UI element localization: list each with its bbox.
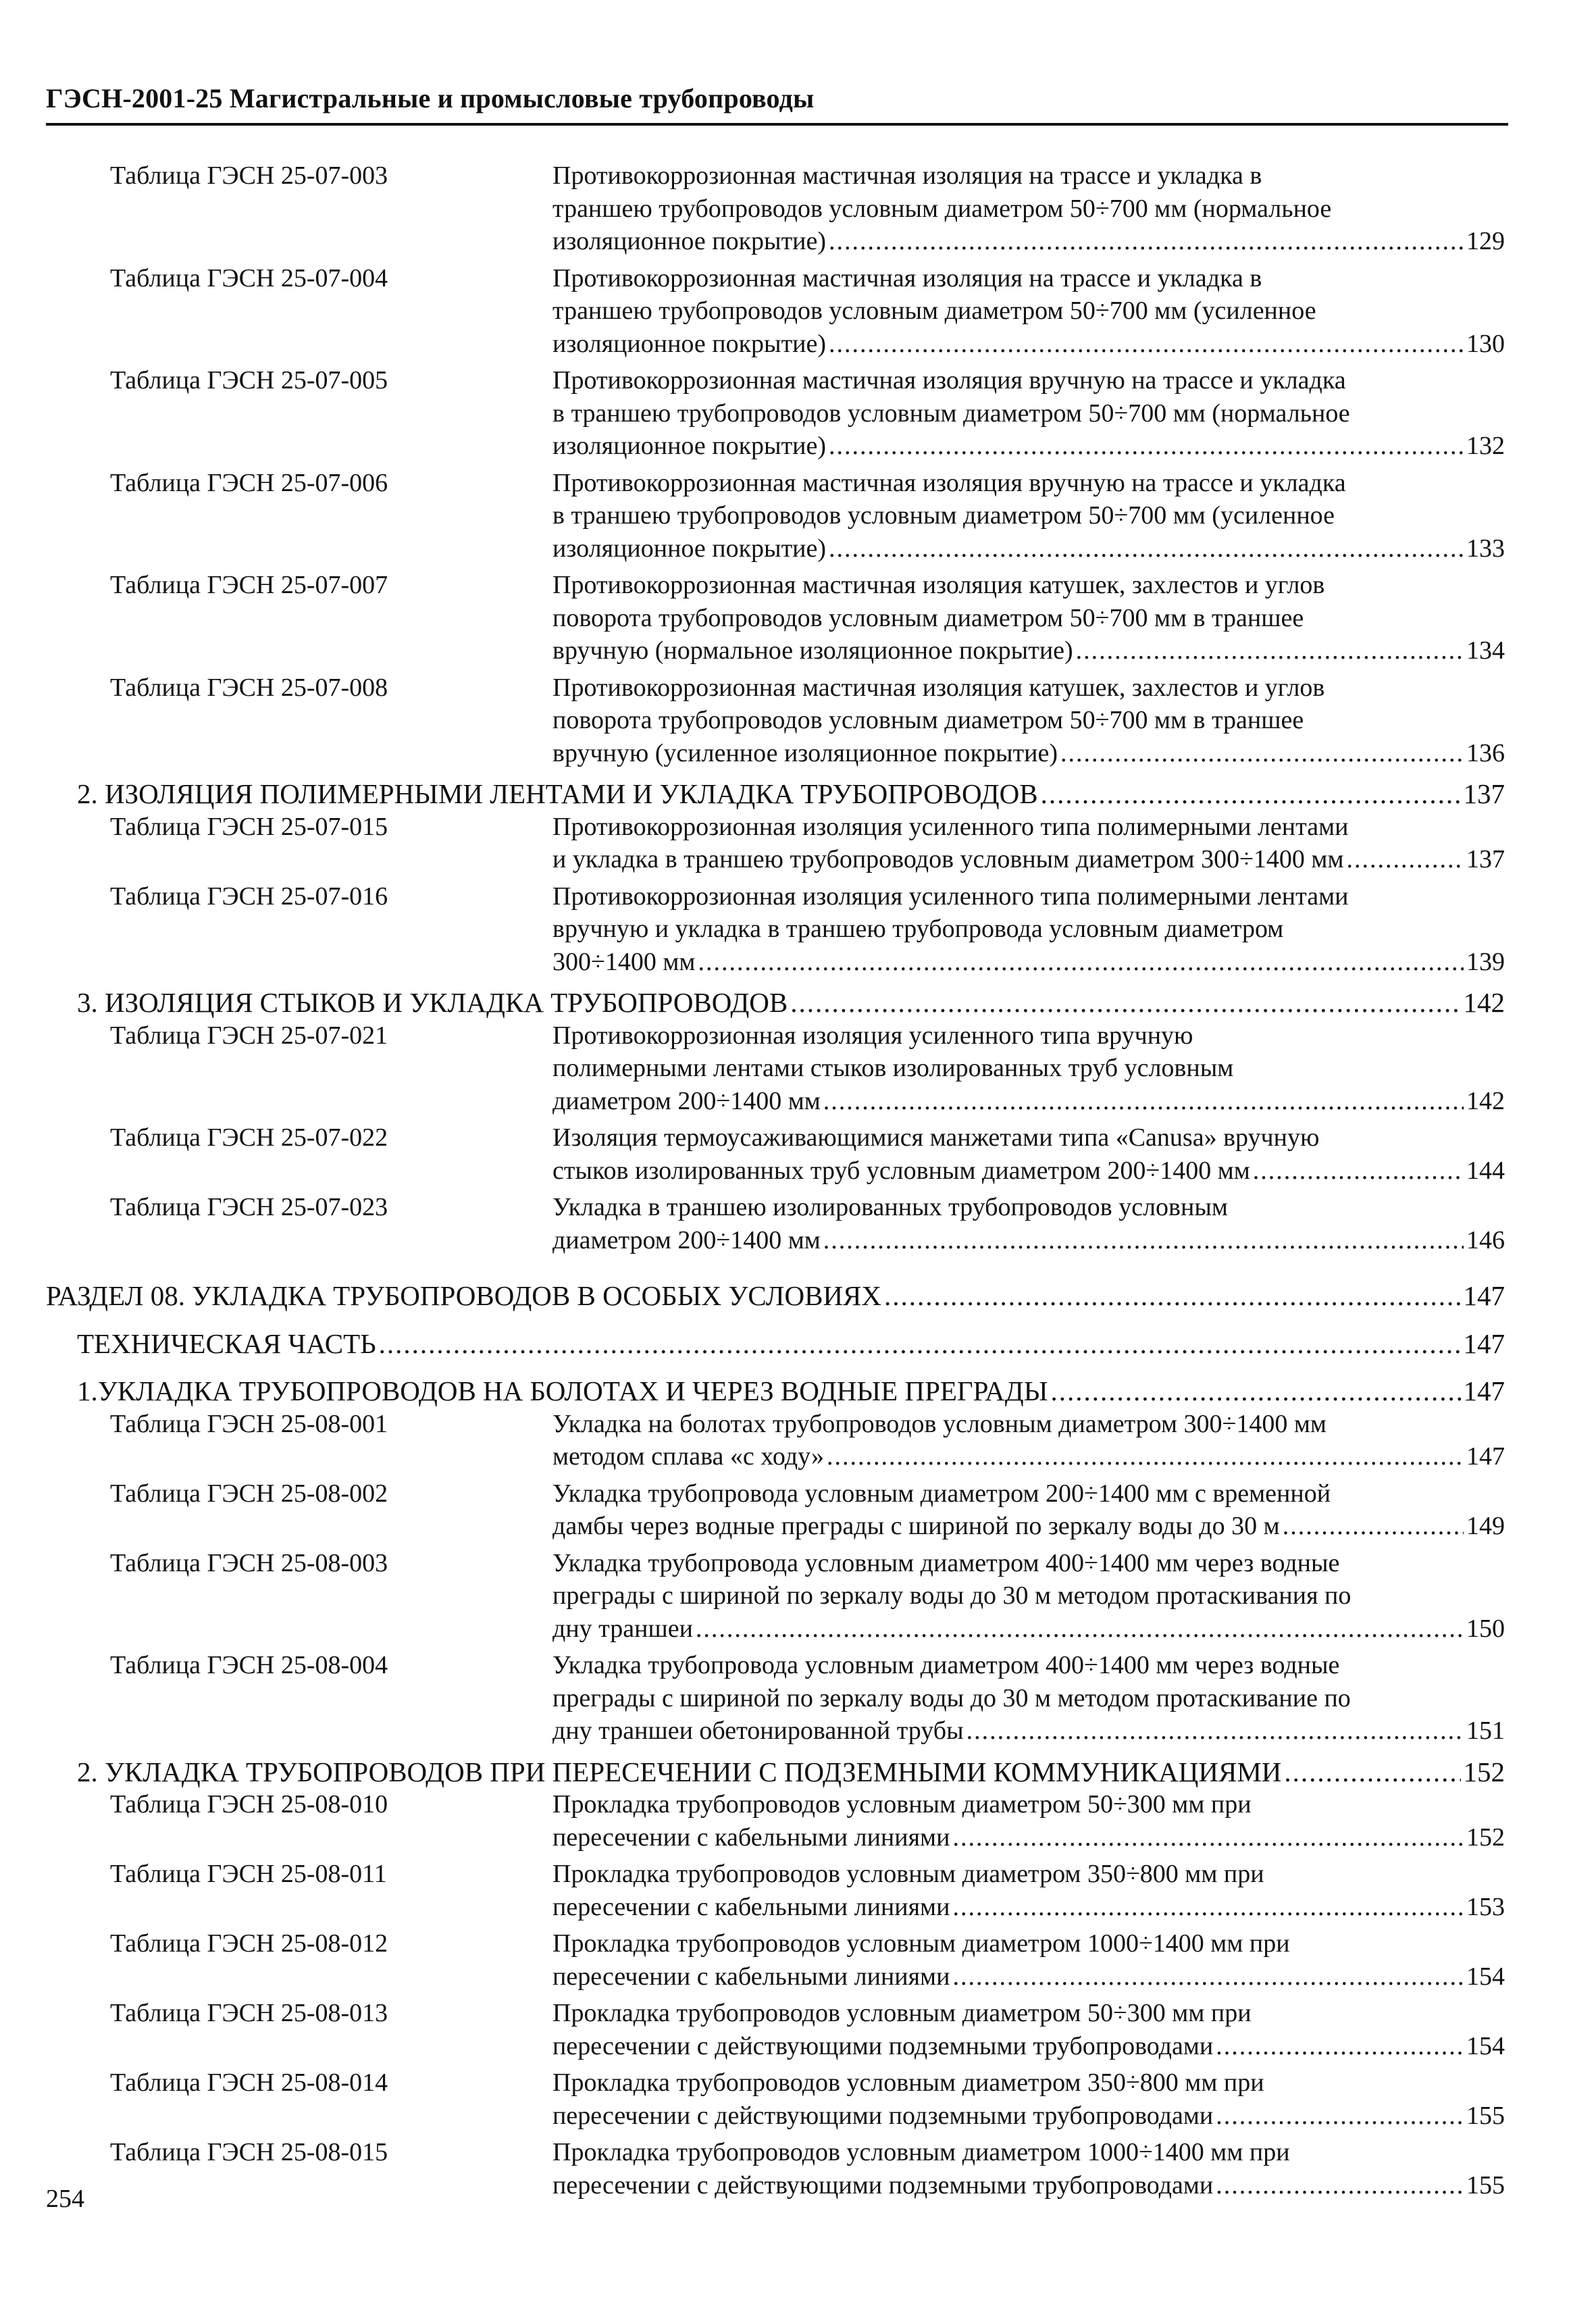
toc-line — [552, 1927, 1505, 1960]
toc-line-text: и укладка в траншею трубопроводов условным диаметром 300÷1400 мм — [552, 845, 1344, 873]
technical-part-heading[interactable] — [46, 1327, 1505, 1361]
page-ref[interactable]: 146 — [1466, 1225, 1505, 1254]
toc-line-text: методом сплава «с ходу» — [552, 1442, 825, 1471]
toc-line — [552, 1510, 1505, 1543]
toc-line — [552, 1408, 1505, 1441]
dot-leader — [1060, 737, 1464, 770]
toc-line — [552, 1891, 1505, 1924]
toc-entry[interactable] — [46, 880, 1505, 979]
page-ref[interactable]: 149 — [1466, 1512, 1505, 1540]
toc-line — [552, 225, 1505, 258]
toc-line-text: Прокладка трубопроводов условным диаметром 1000÷1400 мм при — [552, 2138, 1290, 2166]
dot-leader — [952, 1960, 1464, 1993]
toc-line — [552, 328, 1505, 361]
table-label: Таблица ГЭСН 25-07-003 — [110, 161, 388, 190]
dot-leader — [952, 1891, 1464, 1924]
page-ref[interactable]: 137 — [1466, 845, 1505, 873]
toc-line — [552, 1788, 1505, 1821]
toc-entry[interactable] — [46, 2136, 1505, 2202]
toc-line — [552, 1121, 1505, 1154]
toc-line-text: вручную и укладка в траншею трубопровода условным диаметром — [552, 915, 1284, 943]
toc-line-text: вручную (усиленное изоляционное покрытие) — [552, 738, 1058, 767]
toc-line — [552, 1649, 1505, 1682]
table-description — [552, 262, 1505, 361]
table-label: Таблица ГЭСН 25-07-006 — [110, 468, 388, 497]
toc-entry[interactable] — [46, 159, 1505, 258]
page-ref[interactable]: 151 — [1466, 1717, 1505, 1745]
toc-line — [552, 2030, 1505, 2063]
toc-entry[interactable] — [46, 467, 1505, 565]
table-description — [552, 1477, 1505, 1543]
toc-line-text: ТЕХНИЧЕСКАЯ ЧАСТЬ — [77, 1327, 376, 1359]
toc-line-text: Прокладка трубопроводов условным диаметром 350÷800 мм при — [552, 1860, 1264, 1888]
toc-line-text: Противокоррозионная мастичная изоляция катушек, захлестов и углов — [552, 571, 1325, 599]
page-ref[interactable]: 152 — [1463, 1756, 1505, 1787]
toc-entry[interactable] — [46, 811, 1505, 876]
table-label: Таблица ГЭСН 25-07-004 — [110, 263, 388, 293]
toc-entry[interactable] — [46, 2066, 1505, 2132]
page-ref[interactable]: 155 — [1466, 2101, 1505, 2130]
dot-leader — [1216, 2169, 1464, 2202]
table-label: Таблица ГЭСН 25-08-011 — [110, 1860, 387, 1888]
table-label: Таблица ГЭСН 25-08-013 — [110, 1999, 388, 2027]
dot-leader — [1253, 1154, 1464, 1188]
toc-line-text: Противокоррозионная мастичная изоляция на трассе и укладка в — [552, 161, 1262, 190]
page-ref[interactable]: 152 — [1466, 1823, 1505, 1852]
dot-leader — [967, 1714, 1464, 1748]
table-description — [552, 2066, 1505, 2132]
table-description — [552, 671, 1505, 770]
toc-line-text: Укладка на болотах трубопроводов условным диаметром 300÷1400 мм — [552, 1409, 1327, 1438]
toc-line-text: стыков изолированных труб условным диаметром 200÷1400 мм — [552, 1156, 1250, 1185]
toc-line-text: Противокоррозионная мастичная изоляция вручную на трассе и укладка — [552, 468, 1346, 497]
toc-line-text: преграды с шириной по зеркалу воды до 30 м методом протаскивания по — [552, 1581, 1352, 1610]
toc-line-text: пересечении с кабельными линиями — [552, 1962, 950, 1991]
toc-line — [552, 159, 1505, 193]
toc-line-text: Укладка трубопровода условным диаметром 200÷1400 мм с временной — [552, 1479, 1331, 1508]
table-label: Таблица ГЭСН 25-08-014 — [110, 2068, 388, 2097]
toc-line-text: дну траншеи обетонированной трубы — [552, 1717, 964, 1745]
page-ref[interactable]: 154 — [1466, 2031, 1505, 2060]
toc-entry[interactable] — [46, 1408, 1505, 1473]
dot-leader — [696, 1612, 1464, 1646]
dot-leader — [1216, 2100, 1464, 2133]
spacer — [46, 1360, 1505, 1375]
toc-line — [46, 986, 1505, 1019]
page-ref[interactable]: 147 — [1463, 1375, 1505, 1406]
toc-line-text: пересечении с действующими подземными трубопроводами — [552, 2031, 1214, 2060]
toc-line — [552, 262, 1505, 295]
toc-entry[interactable] — [46, 1649, 1505, 1748]
toc-line — [552, 467, 1505, 500]
toc-line — [46, 1756, 1505, 1789]
table-label: Таблица ГЭСН 25-07-016 — [110, 882, 388, 911]
toc-line — [552, 946, 1505, 979]
toc-line-text: изоляционное покрытие) — [552, 329, 827, 358]
toc-line-text: Противокоррозионная изоляция усиленного типа полимерными лентами — [552, 882, 1349, 911]
toc-line — [552, 1714, 1505, 1748]
section-heading[interactable] — [46, 1279, 1505, 1313]
page-number: 254 — [46, 2185, 84, 2213]
toc-line-text: Прокладка трубопроводов условным диаметром 50÷300 мм при — [552, 1790, 1252, 1819]
table-label: Таблица ГЭСН 25-08-015 — [110, 2138, 388, 2166]
dot-leader — [823, 1224, 1464, 1257]
toc-line — [46, 1327, 1505, 1361]
subsection-heading[interactable] — [46, 1375, 1505, 1408]
table-description — [552, 2136, 1505, 2202]
toc-line — [46, 778, 1505, 811]
toc-line — [552, 602, 1505, 635]
page-ref[interactable]: 150 — [1466, 1614, 1505, 1643]
page-ref[interactable]: 129 — [1466, 227, 1505, 255]
toc-line-text: пересечении с кабельными линиями — [552, 1892, 950, 1921]
dot-leader — [829, 430, 1464, 463]
table-label: Таблица ГЭСН 25-07-022 — [110, 1123, 388, 1152]
toc-line — [552, 1960, 1505, 1993]
page-ref[interactable]: 154 — [1466, 1962, 1505, 1991]
toc-line — [552, 843, 1505, 876]
page-ref[interactable]: 136 — [1466, 738, 1505, 767]
toc-line — [552, 1052, 1505, 1085]
dot-leader — [379, 1327, 1461, 1361]
table-description — [552, 364, 1505, 463]
toc-line — [552, 532, 1505, 565]
table-description — [552, 1191, 1505, 1256]
page-ref[interactable]: 147 — [1466, 1442, 1505, 1471]
subsection-heading[interactable] — [46, 986, 1505, 1019]
toc-line-text: в траншею трубопроводов условным диаметром 50÷700 мм (усиленное — [552, 501, 1335, 530]
toc-line — [552, 295, 1505, 328]
toc-line-text: поворота трубопроводов условным диаметром 50÷700 мм в траншее — [552, 603, 1304, 632]
toc-line — [552, 1821, 1505, 1854]
toc-entry[interactable] — [46, 1788, 1505, 1854]
table-description — [552, 1408, 1505, 1473]
dot-leader — [823, 1085, 1464, 1118]
toc-line — [552, 913, 1505, 946]
toc-line — [552, 1224, 1505, 1257]
table-description — [552, 1547, 1505, 1646]
table-label: Таблица ГЭСН 25-08-004 — [110, 1651, 388, 1679]
toc-entry[interactable] — [46, 1927, 1505, 1993]
dot-leader — [829, 328, 1464, 361]
toc-line — [552, 569, 1505, 602]
table-description — [552, 1121, 1505, 1187]
page-ref[interactable]: 155 — [1466, 2170, 1505, 2200]
page-ref[interactable]: 142 — [1463, 987, 1505, 1018]
page-ref[interactable]: 144 — [1466, 1156, 1505, 1185]
toc-entry[interactable] — [46, 1547, 1505, 1646]
toc-line — [552, 1997, 1505, 2030]
toc-line-text: Укладка в траншею изолированных трубопроводов условным — [552, 1193, 1228, 1221]
toc-line — [552, 1682, 1505, 1715]
toc-line — [46, 1279, 1505, 1313]
toc-entry[interactable] — [46, 364, 1505, 463]
dot-leader — [1284, 1756, 1460, 1789]
table-label: Таблица ГЭСН 25-08-002 — [110, 1479, 388, 1508]
toc-line — [552, 499, 1505, 532]
toc-line-text: пересечении с действующими подземными трубопроводами — [552, 2101, 1214, 2130]
toc-line — [552, 737, 1505, 770]
dot-leader — [1283, 1510, 1464, 1543]
table-label: Таблица ГЭСН 25-07-008 — [110, 673, 388, 702]
toc-entry[interactable] — [46, 1019, 1505, 1118]
spacer — [46, 1313, 1505, 1327]
dot-leader — [829, 225, 1464, 258]
table-description — [552, 1788, 1505, 1854]
dot-leader — [952, 1821, 1464, 1854]
toc-line — [552, 1085, 1505, 1118]
toc-line — [552, 704, 1505, 737]
header-divider — [46, 123, 1508, 126]
toc-line-text: 300÷1400 мм — [552, 947, 696, 976]
table-description — [552, 1997, 1505, 2062]
toc-line-text: РАЗДЕЛ 08. УКЛАДКА ТРУБОПРОВОДОВ В ОСОБЫХ УСЛОВИЯХ — [46, 1280, 882, 1311]
toc-line-text: 2. ИЗОЛЯЦИЯ ПОЛИМЕРНЫМИ ЛЕНТАМИ И УКЛАДКА ТРУБОПРОВОДОВ — [77, 778, 1038, 809]
toc-line — [552, 430, 1505, 463]
toc-line-text: Прокладка трубопроводов условным диаметром 1000÷1400 мм при — [552, 1929, 1290, 1958]
toc-line — [552, 1612, 1505, 1646]
page-ref[interactable]: 134 — [1466, 636, 1505, 665]
table-label: Таблица ГЭСН 25-08-012 — [110, 1929, 388, 1958]
page-ref[interactable]: 137 — [1463, 778, 1505, 809]
dot-leader — [1216, 2030, 1464, 2063]
toc-line — [552, 880, 1505, 913]
toc-entry[interactable] — [46, 1997, 1505, 2062]
toc-line-text: 2. УКЛАДКА ТРУБОПРОВОДОВ ПРИ ПЕРЕСЕЧЕНИИ С ПОДЗЕМНЫМИ КОММУНИКАЦИЯМИ — [77, 1756, 1282, 1787]
table-description — [552, 880, 1505, 979]
subsection-heading[interactable] — [46, 1756, 1505, 1789]
toc-line-text: 1.УКЛАДКА ТРУБОПРОВОДОВ НА БОЛОТАХ И ЧЕРЕЗ ВОДНЫЕ ПРЕГРАДЫ — [77, 1375, 1048, 1406]
dot-leader — [1051, 1375, 1461, 1408]
toc-line — [552, 634, 1505, 667]
page-ref[interactable]: 142 — [1466, 1086, 1505, 1115]
table-description — [552, 1649, 1505, 1748]
toc-line-text: Противокоррозионная изоляция усиленного типа вручную — [552, 1021, 1193, 1050]
toc-line — [552, 1547, 1505, 1580]
table-of-contents — [46, 159, 1505, 2210]
dot-leader — [1041, 778, 1461, 811]
table-description — [552, 159, 1505, 258]
toc-line-text: изоляционное покрытие) — [552, 227, 827, 255]
toc-line-text: Изоляция термоусаживающимися манжетами типа «Canusa» вручную — [552, 1123, 1320, 1152]
toc-entry[interactable] — [46, 1858, 1505, 1923]
page-ref[interactable]: 130 — [1466, 329, 1505, 358]
toc-line-text: изоляционное покрытие) — [552, 432, 827, 460]
toc-line — [552, 671, 1505, 705]
toc-line — [552, 811, 1505, 844]
toc-line-text: поворота трубопроводов условным диаметром 50÷700 мм в траншее — [552, 706, 1304, 734]
toc-line — [552, 1579, 1505, 1612]
toc-line — [46, 1375, 1505, 1408]
dot-leader — [829, 532, 1464, 565]
toc-line-text: Прокладка трубопроводов условным диаметром 50÷300 мм при — [552, 1999, 1252, 2027]
toc-line — [552, 2136, 1505, 2169]
toc-line — [552, 397, 1505, 430]
dot-leader — [1347, 843, 1464, 876]
toc-entry[interactable] — [46, 1121, 1505, 1187]
dot-leader — [698, 946, 1464, 979]
toc-entry[interactable] — [46, 262, 1505, 361]
table-label: Таблица ГЭСН 25-07-015 — [110, 812, 388, 841]
subsection-heading[interactable] — [46, 778, 1505, 811]
toc-line-text: Противокоррозионная мастичная изоляция на трассе и укладка в — [552, 263, 1262, 293]
table-label: Таблица ГЭСН 25-07-023 — [110, 1193, 388, 1221]
toc-line-text: пересечении с кабельными линиями — [552, 1823, 950, 1852]
table-description — [552, 1019, 1505, 1118]
toc-line-text: диаметром 200÷1400 мм — [552, 1086, 821, 1115]
page-header: ГЭСН-2001-25 Магистральные и промысловые трубопроводы — [46, 83, 815, 113]
toc-line-text: Укладка трубопровода условным диаметром 400÷1400 мм через водные — [552, 1651, 1340, 1679]
page-ref[interactable]: 132 — [1466, 432, 1505, 460]
toc-line-text: Противокоррозионная мастичная изоляция вручную на трассе и укладка — [552, 366, 1346, 395]
dot-leader — [827, 1440, 1464, 1473]
toc-line — [552, 1019, 1505, 1052]
toc-line — [552, 1191, 1505, 1224]
toc-entry[interactable] — [46, 1191, 1505, 1256]
toc-line — [552, 364, 1505, 397]
toc-line-text: изоляционное покрытие) — [552, 534, 827, 563]
dot-leader — [1076, 634, 1464, 667]
toc-line — [552, 2100, 1505, 2133]
toc-line-text: Противокоррозионная мастичная изоляция катушек, захлестов и углов — [552, 673, 1325, 702]
toc-line-text: вручную (нормальное изоляционное покрытие) — [552, 636, 1073, 665]
page-ref[interactable]: 139 — [1466, 947, 1505, 976]
toc-line-text: траншею трубопроводов условным диаметром 50÷700 мм (усиленное — [552, 297, 1316, 325]
spacer — [46, 1265, 1505, 1279]
toc-line-text: Укладка трубопровода условным диаметром 400÷1400 мм через водные — [552, 1548, 1340, 1577]
toc-line-text: преграды с шириной по зеркалу воды до 30 м методом протаскивание по — [552, 1683, 1351, 1712]
page-ref[interactable]: 153 — [1466, 1892, 1505, 1921]
toc-entry[interactable] — [46, 1477, 1505, 1543]
table-label: Таблица ГЭСН 25-08-003 — [110, 1548, 388, 1577]
table-label: Таблица ГЭСН 25-08-010 — [110, 1790, 388, 1819]
toc-line-text: пересечении с действующими подземными трубопроводами — [552, 2170, 1214, 2200]
table-description — [552, 1927, 1505, 1993]
toc-entry[interactable] — [46, 671, 1505, 770]
page-ref[interactable]: 147 — [1463, 1327, 1505, 1359]
table-description — [552, 569, 1505, 667]
table-label: Таблица ГЭСН 25-08-001 — [110, 1409, 388, 1438]
table-label: Таблица ГЭСН 25-07-005 — [110, 366, 388, 395]
dot-leader — [790, 986, 1460, 1019]
toc-line — [552, 2169, 1505, 2202]
table-description — [552, 811, 1505, 876]
toc-line-text: в траншею трубопроводов условным диаметром 50÷700 мм (нормальное — [552, 399, 1350, 428]
toc-line — [552, 1477, 1505, 1510]
toc-line-text: траншею трубопроводов условным диаметром 50÷700 мм (нормальное — [552, 194, 1332, 223]
toc-line — [552, 2066, 1505, 2100]
toc-line-text: полимерными лентами стыков изолированных труб условным — [552, 1054, 1234, 1082]
toc-line-text: дну траншеи — [552, 1614, 693, 1643]
toc-entry[interactable] — [46, 569, 1505, 667]
toc-line — [552, 1440, 1505, 1473]
page-ref[interactable]: 133 — [1466, 534, 1505, 563]
page-ref[interactable]: 147 — [1463, 1280, 1505, 1311]
toc-line-text: Прокладка трубопроводов условным диаметром 350÷800 мм при — [552, 2068, 1264, 2097]
table-label: Таблица ГЭСН 25-07-021 — [110, 1021, 388, 1050]
table-description — [552, 467, 1505, 565]
toc-line-text: диаметром 200÷1400 мм — [552, 1225, 821, 1254]
table-description — [552, 1858, 1505, 1923]
dot-leader — [884, 1279, 1460, 1313]
spacer — [46, 2206, 1505, 2210]
toc-line — [552, 193, 1505, 226]
toc-line — [552, 1154, 1505, 1188]
table-label: Таблица ГЭСН 25-07-007 — [110, 571, 388, 599]
toc-line-text: дамбы через водные преграды с шириной по зеркалу воды до 30 м — [552, 1512, 1280, 1540]
toc-line-text: Противокоррозионная изоляция усиленного типа полимерными лентами — [552, 812, 1349, 841]
toc-line-text: 3. ИЗОЛЯЦИЯ СТЫКОВ И УКЛАДКА ТРУБОПРОВОДОВ — [77, 987, 788, 1018]
toc-line — [552, 1858, 1505, 1891]
